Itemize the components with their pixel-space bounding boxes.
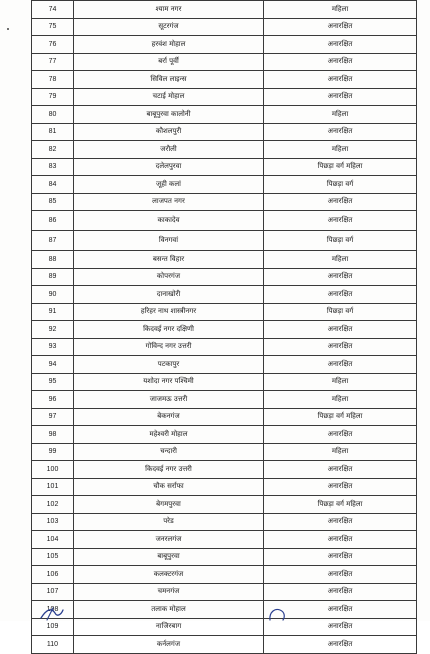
- table-row: [32, 141, 417, 159]
- ward-name-cell: बाबूपुरवा: [74, 548, 264, 566]
- ward-number-cell: 95: [32, 373, 74, 391]
- table-row: [32, 636, 417, 654]
- table-row: [32, 373, 417, 391]
- reservation-category-cell: अनारक्षित: [264, 478, 417, 496]
- table-row: [32, 251, 417, 269]
- reservation-category-cell: अनारक्षित: [264, 123, 417, 141]
- ward-name-cell: गोविन्द नगर उत्तरी: [74, 338, 264, 356]
- ward-name-cell: चौक सर्राफा: [74, 478, 264, 496]
- ward-number-cell: 97: [32, 408, 74, 426]
- table-row: [32, 426, 417, 444]
- reservation-category-cell: महिला: [264, 443, 417, 461]
- ward-name-cell: विनगवां: [74, 231, 264, 251]
- ward-name-cell: चन्दारी: [74, 443, 264, 461]
- reservation-category-cell: अनारक्षित: [264, 211, 417, 231]
- reservation-category-cell: महिला: [264, 1, 417, 19]
- ward-number-cell: 87: [32, 231, 74, 251]
- reservation-category-cell: अनारक्षित: [264, 36, 417, 54]
- ward-name-cell: कलक्टरगंज: [74, 566, 264, 584]
- ward-name-cell: कोपरगंज: [74, 268, 264, 286]
- ward-number-cell: 77: [32, 53, 74, 71]
- reservation-category-cell: अनारक्षित: [264, 618, 417, 636]
- ward-reservation-table: [31, 0, 417, 654]
- table-row: [32, 461, 417, 479]
- ward-number-cell: 108: [32, 601, 74, 619]
- table-row: [32, 321, 417, 339]
- reservation-category-cell: अनारक्षित: [264, 601, 417, 619]
- table-row: [32, 158, 417, 176]
- table-row: [32, 71, 417, 89]
- table-row: [32, 408, 417, 426]
- ward-name-cell: कर्नलगंज: [74, 636, 264, 654]
- reservation-category-cell: पिछड़ा वर्ग महिला: [264, 158, 417, 176]
- table-row: [32, 391, 417, 409]
- reservation-category-cell: अनारक्षित: [264, 71, 417, 89]
- table-row: [32, 566, 417, 584]
- ward-name-cell: किदवई नगर दक्षिणी: [74, 321, 264, 339]
- ward-name-cell: परेड: [74, 513, 264, 531]
- ward-number-cell: 104: [32, 531, 74, 549]
- ward-number-cell: 85: [32, 193, 74, 211]
- table-row: [32, 268, 417, 286]
- ward-name-cell: तलाक मोहाल: [74, 601, 264, 619]
- ward-number-cell: 91: [32, 303, 74, 321]
- reservation-category-cell: महिला: [264, 141, 417, 159]
- ward-number-cell: 80: [32, 106, 74, 124]
- reservation-category-cell: अनारक्षित: [264, 268, 417, 286]
- reservation-category-cell: पिछड़ा वर्ग: [264, 303, 417, 321]
- reservation-category-cell: महिला: [264, 373, 417, 391]
- reservation-category-cell: अनारक्षित: [264, 321, 417, 339]
- table-row: [32, 211, 417, 231]
- ward-name-cell: श्याम नगर: [74, 1, 264, 19]
- ward-number-cell: 102: [32, 496, 74, 514]
- reservation-category-cell: महिला: [264, 106, 417, 124]
- ward-number-cell: 100: [32, 461, 74, 479]
- ward-number-cell: 106: [32, 566, 74, 584]
- ward-number-cell: 93: [32, 338, 74, 356]
- table-row: [32, 18, 417, 36]
- ward-number-cell: 90: [32, 286, 74, 304]
- table-row: [32, 513, 417, 531]
- reservation-category-cell: अनारक्षित: [264, 513, 417, 531]
- ward-name-cell: जरौली: [74, 141, 264, 159]
- ward-number-cell: 86: [32, 211, 74, 231]
- ward-number-cell: 76: [32, 36, 74, 54]
- reservation-category-cell: अनारक्षित: [264, 583, 417, 601]
- reservation-category-cell: पिछड़ा वर्ग महिला: [264, 496, 417, 514]
- ward-name-cell: पटकापुर: [74, 356, 264, 374]
- table-row: [32, 36, 417, 54]
- ward-name-cell: दलेलपुरवा: [74, 158, 264, 176]
- reservation-category-cell: अनारक्षित: [264, 548, 417, 566]
- ward-number-cell: 89: [32, 268, 74, 286]
- ward-number-cell: 110: [32, 636, 74, 654]
- ward-number-cell: 92: [32, 321, 74, 339]
- table-row: [32, 1, 417, 19]
- ward-name-cell: लाजपत नगर: [74, 193, 264, 211]
- ward-number-cell: 84: [32, 176, 74, 194]
- table-row: [32, 231, 417, 251]
- table-row: [32, 303, 417, 321]
- reservation-category-cell: अनारक्षित: [264, 18, 417, 36]
- table-row: [32, 123, 417, 141]
- ward-number-cell: 78: [32, 71, 74, 89]
- ward-number-cell: 81: [32, 123, 74, 141]
- ward-name-cell: जाजमऊ उत्तरी: [74, 391, 264, 409]
- table-row: [32, 338, 417, 356]
- ward-number-cell: 99: [32, 443, 74, 461]
- reservation-category-cell: महिला: [264, 391, 417, 409]
- signature-mark-left: [38, 604, 66, 621]
- table-row: [32, 583, 417, 601]
- table-row: [32, 496, 417, 514]
- ward-name-cell: बर्रा पूर्वी: [74, 53, 264, 71]
- ward-name-cell: बेकनगंज: [74, 408, 264, 426]
- table-row: [32, 531, 417, 549]
- reservation-category-cell: अनारक्षित: [264, 636, 417, 654]
- ward-name-cell: महेश्वरी मोहाल: [74, 426, 264, 444]
- reservation-category-cell: अनारक्षित: [264, 356, 417, 374]
- ward-number-cell: 75: [32, 18, 74, 36]
- table-row: [32, 193, 417, 211]
- ward-name-cell: जूही कलां: [74, 176, 264, 194]
- reservation-category-cell: अनारक्षित: [264, 338, 417, 356]
- ward-number-cell: 82: [32, 141, 74, 159]
- reservation-category-cell: अनारक्षित: [264, 461, 417, 479]
- ward-number-cell: 74: [32, 1, 74, 19]
- table-row: [32, 176, 417, 194]
- reservation-category-cell: पिछड़ा वर्ग: [264, 231, 417, 251]
- table-row: [32, 88, 417, 106]
- ward-number-cell: 94: [32, 356, 74, 374]
- ward-name-cell: चमनगंज: [74, 583, 264, 601]
- reservation-category-cell: अनारक्षित: [264, 531, 417, 549]
- reservation-category-cell: अनारक्षित: [264, 566, 417, 584]
- ward-name-cell: हरवंश मोहाल: [74, 36, 264, 54]
- reservation-category-cell: अनारक्षित: [264, 286, 417, 304]
- ward-name-cell: यशोदा नगर पश्चिमी: [74, 373, 264, 391]
- ward-name-cell: दानाखोरी: [74, 286, 264, 304]
- table-row: [32, 548, 417, 566]
- reservation-category-cell: पिछड़ा वर्ग महिला: [264, 408, 417, 426]
- ward-name-cell: बेगमपुरवा: [74, 496, 264, 514]
- reservation-category-cell: अनारक्षित: [264, 193, 417, 211]
- table-row: [32, 53, 417, 71]
- ward-number-cell: 107: [32, 583, 74, 601]
- table-row: [32, 478, 417, 496]
- reservation-category-cell: अनारक्षित: [264, 426, 417, 444]
- reservation-category-cell: अनारक्षित: [264, 53, 417, 71]
- ward-number-cell: 96: [32, 391, 74, 409]
- ward-name-cell: बसन्त विहार: [74, 251, 264, 269]
- table-row: [32, 356, 417, 374]
- stray-mark: [7, 28, 9, 30]
- ward-name-cell: चटाई मोहाल: [74, 88, 264, 106]
- ward-name-cell: सिविल लाइन्स: [74, 71, 264, 89]
- ward-number-cell: 83: [32, 158, 74, 176]
- reservation-category-cell: अनारक्षित: [264, 88, 417, 106]
- table-row: [32, 601, 417, 619]
- ward-number-cell: 105: [32, 548, 74, 566]
- ward-number-cell: 101: [32, 478, 74, 496]
- signature-mark-right: [266, 607, 288, 621]
- ward-name-cell: जनरलगंज: [74, 531, 264, 549]
- ward-number-cell: 88: [32, 251, 74, 269]
- ward-name-cell: हरिहर नाथ शास्त्रीनगर: [74, 303, 264, 321]
- ward-number-cell: 103: [32, 513, 74, 531]
- ward-name-cell: नाजिरबाग: [74, 618, 264, 636]
- table-row: [32, 443, 417, 461]
- ward-number-cell: 98: [32, 426, 74, 444]
- ward-number-cell: 79: [32, 88, 74, 106]
- table-row: [32, 106, 417, 124]
- ward-name-cell: सूटरगंज: [74, 18, 264, 36]
- reservation-category-cell: महिला: [264, 251, 417, 269]
- table-body: [32, 1, 417, 654]
- ward-name-cell: किदवई नगर उत्तरी: [74, 461, 264, 479]
- ward-number-cell: 109: [32, 618, 74, 636]
- ward-name-cell: कौशलपुरी: [74, 123, 264, 141]
- table-row: [32, 286, 417, 304]
- ward-name-cell: काकादेव: [74, 211, 264, 231]
- ward-name-cell: बाबूपुरवा कालोनी: [74, 106, 264, 124]
- reservation-category-cell: पिछड़ा वर्ग: [264, 176, 417, 194]
